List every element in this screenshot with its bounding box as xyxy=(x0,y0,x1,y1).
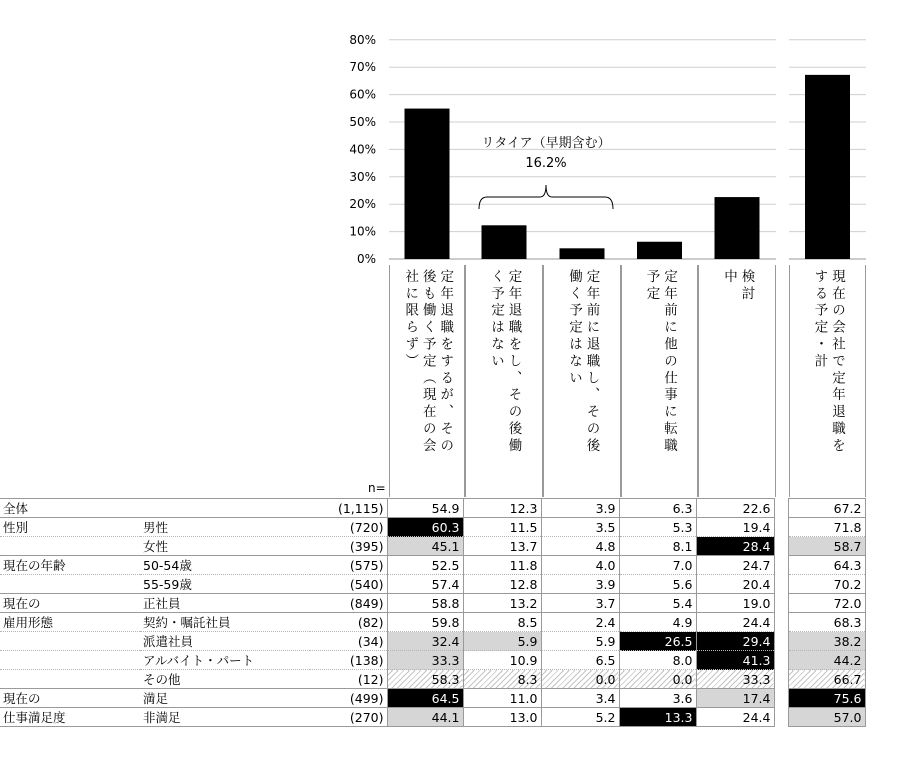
category-header xyxy=(789,265,866,497)
value-cell: 5.2 xyxy=(541,708,619,727)
value-cell: 19.4 xyxy=(696,518,774,537)
row-group-label xyxy=(0,670,140,689)
y-tick-label: 0% xyxy=(356,252,376,266)
value-cell: 12.3 xyxy=(463,499,541,518)
bar xyxy=(405,109,450,259)
value-cell: 11.5 xyxy=(463,518,541,537)
data-table xyxy=(0,498,866,727)
row-n: (1,115) xyxy=(310,499,387,518)
table-row xyxy=(0,556,865,575)
table-row xyxy=(0,499,865,518)
table-row xyxy=(0,575,865,594)
value-cell: 4.8 xyxy=(541,537,619,556)
y-tick-label: 80% xyxy=(349,32,376,47)
row-sub-label: 55-59歳 xyxy=(140,575,310,594)
value-cell: 7.0 xyxy=(619,556,696,575)
bar xyxy=(805,75,850,259)
value-cell: 3.9 xyxy=(541,499,619,518)
value-cell: 6.5 xyxy=(541,651,619,670)
value-cell: 13.2 xyxy=(463,594,541,613)
category-header-line: 予定 xyxy=(643,269,660,303)
category-header xyxy=(465,265,543,497)
value-cell: 3.9 xyxy=(541,575,619,594)
value-cell: 24.4 xyxy=(696,708,774,727)
gridlines xyxy=(389,40,866,259)
bar xyxy=(637,242,682,259)
table-row xyxy=(0,670,865,689)
row-group-label xyxy=(0,537,140,556)
value-cell: 8.5 xyxy=(463,613,541,632)
row-sub-label: 満足 xyxy=(140,689,310,708)
row-group-label xyxy=(0,632,140,651)
value-cell: 5.9 xyxy=(463,632,541,651)
value-cell: 3.4 xyxy=(541,689,619,708)
column-gap xyxy=(774,575,788,594)
category-header-line: 社に限らず） xyxy=(402,269,419,371)
y-tick-label: 10% xyxy=(349,224,376,239)
value-cell: 11.8 xyxy=(463,556,541,575)
value-cell: 8.1 xyxy=(619,537,696,556)
row-sub-label: 女性 xyxy=(140,537,310,556)
value-cell: 60.3 xyxy=(387,518,463,537)
row-sub-label: 派遣社員 xyxy=(140,632,310,651)
y-tick-label: 20% xyxy=(349,197,376,212)
column-gap xyxy=(774,670,788,689)
value-cell: 20.4 xyxy=(696,575,774,594)
value-cell: 3.6 xyxy=(619,689,696,708)
y-axis-ticks xyxy=(349,33,376,266)
row-sub-label: 非満足 xyxy=(140,708,310,727)
value-cell: 29.4 xyxy=(696,632,774,651)
value-cell: 3.5 xyxy=(541,518,619,537)
retire-annotation xyxy=(479,136,613,209)
row-group-label: 仕事満足度 xyxy=(0,708,140,727)
y-tick-label: 50% xyxy=(349,115,376,129)
value-cell: 44.1 xyxy=(387,708,463,727)
value-cell: 24.4 xyxy=(696,613,774,632)
row-n: (138) xyxy=(310,651,387,670)
table-row xyxy=(0,689,865,708)
table-row xyxy=(0,537,865,556)
value-cell: 17.4 xyxy=(696,689,774,708)
category-header-line: 定年前に他の仕事に転職 xyxy=(661,269,677,455)
column-gap xyxy=(774,556,788,575)
column-gap xyxy=(774,537,788,556)
row-n: (540) xyxy=(310,575,387,594)
value-cell: 4.0 xyxy=(541,556,619,575)
value-cell: 41.3 xyxy=(696,651,774,670)
value-cell: 58.7 xyxy=(788,537,865,556)
value-cell: 8.3 xyxy=(463,670,541,689)
value-cell: 6.3 xyxy=(619,499,696,518)
value-cell: 5.9 xyxy=(541,632,619,651)
column-gap xyxy=(774,499,788,518)
value-cell: 11.0 xyxy=(463,689,541,708)
value-cell: 5.3 xyxy=(619,518,696,537)
row-group-label: 全体 xyxy=(0,499,140,518)
column-gap xyxy=(774,594,788,613)
bar xyxy=(560,248,605,259)
category-header-line: する予定・計 xyxy=(811,269,828,371)
value-cell: 58.3 xyxy=(387,670,463,689)
category-header xyxy=(621,265,698,497)
row-group-label: 雇用形態 xyxy=(0,613,140,632)
column-gap xyxy=(774,518,788,537)
row-n: (82) xyxy=(310,613,387,632)
value-cell: 70.2 xyxy=(788,575,865,594)
value-cell: 57.0 xyxy=(788,708,865,727)
table-row xyxy=(0,632,865,651)
value-cell: 12.8 xyxy=(463,575,541,594)
y-tick-label: 30% xyxy=(349,169,376,184)
value-cell: 8.0 xyxy=(619,651,696,670)
row-n: (849) xyxy=(310,594,387,613)
category-header-line: 後も働く予定（現在の会 xyxy=(419,269,436,455)
table-row xyxy=(0,613,865,632)
bar xyxy=(482,225,527,259)
row-n: (34) xyxy=(310,632,387,651)
row-group-label: 性別 xyxy=(0,518,140,537)
annotation-value: 16.2% xyxy=(525,156,567,171)
value-cell: 52.5 xyxy=(387,556,463,575)
row-sub-label: アルバイト・パート xyxy=(140,651,310,670)
value-cell: 71.8 xyxy=(788,518,865,537)
value-cell: 57.4 xyxy=(387,575,463,594)
row-n: (395) xyxy=(310,537,387,556)
category-header-line: 定年退職をするが、その xyxy=(437,269,454,455)
category-header-line: 定年前に退職し、その後 xyxy=(583,269,600,455)
table-row xyxy=(0,518,865,537)
bar-chart xyxy=(0,0,897,268)
table-row xyxy=(0,708,865,727)
value-cell: 13.7 xyxy=(463,537,541,556)
row-n: (720) xyxy=(310,518,387,537)
row-group-label xyxy=(0,575,140,594)
column-gap xyxy=(774,689,788,708)
row-group-label: 現在の xyxy=(0,594,140,613)
value-cell: 10.9 xyxy=(463,651,541,670)
value-cell: 2.4 xyxy=(541,613,619,632)
value-cell: 66.7 xyxy=(788,670,865,689)
n-label: n= xyxy=(368,481,386,495)
category-header-line: 中 xyxy=(721,269,737,286)
value-cell: 38.2 xyxy=(788,632,865,651)
category-header-line: 働く予定はない xyxy=(566,269,582,388)
column-gap xyxy=(774,708,788,727)
value-cell: 26.5 xyxy=(619,632,696,651)
value-cell: 22.6 xyxy=(696,499,774,518)
value-cell: 19.0 xyxy=(696,594,774,613)
brace xyxy=(479,185,613,209)
column-gap xyxy=(774,632,788,651)
value-cell: 5.6 xyxy=(619,575,696,594)
column-gap xyxy=(774,613,788,632)
value-cell: 64.3 xyxy=(788,556,865,575)
row-group-label xyxy=(0,651,140,670)
row-group-label: 現在の年齢 xyxy=(0,556,140,575)
value-cell: 68.3 xyxy=(788,613,865,632)
category-header-line: 現在の会社で定年退職を xyxy=(829,269,845,455)
value-cell: 33.3 xyxy=(387,651,463,670)
category-header xyxy=(698,265,776,497)
value-cell: 32.4 xyxy=(387,632,463,651)
value-cell: 59.8 xyxy=(387,613,463,632)
value-cell: 44.2 xyxy=(788,651,865,670)
row-n: (575) xyxy=(310,556,387,575)
y-tick-label: 40% xyxy=(349,142,376,157)
category-header-line: 定年退職をし、その後働 xyxy=(505,269,522,455)
row-sub-label: 50-54歳 xyxy=(140,556,310,575)
row-n: (12) xyxy=(310,670,387,689)
row-sub-label: 正社員 xyxy=(140,594,310,613)
category-header-line: く予定はない xyxy=(488,269,504,371)
value-cell: 4.9 xyxy=(619,613,696,632)
value-cell: 13.3 xyxy=(619,708,696,727)
row-sub-label xyxy=(140,499,310,518)
row-sub-label: その他 xyxy=(140,670,310,689)
value-cell: 72.0 xyxy=(788,594,865,613)
value-cell: 0.0 xyxy=(541,670,619,689)
value-cell: 3.7 xyxy=(541,594,619,613)
row-sub-label: 男性 xyxy=(140,518,310,537)
column-gap xyxy=(774,651,788,670)
value-cell: 45.1 xyxy=(387,537,463,556)
bar xyxy=(715,197,760,259)
value-cell: 64.5 xyxy=(387,689,463,708)
table-row xyxy=(0,651,865,670)
value-cell: 24.7 xyxy=(696,556,774,575)
row-sub-label: 契約・嘱託社員 xyxy=(140,613,310,632)
value-cell: 58.8 xyxy=(387,594,463,613)
category-header-line: 検討 xyxy=(738,269,755,303)
value-cell: 75.6 xyxy=(788,689,865,708)
row-n: (270) xyxy=(310,708,387,727)
y-tick-label: 60% xyxy=(349,87,376,102)
annotation-label: リタイア（早期含む） xyxy=(481,136,611,151)
value-cell: 54.9 xyxy=(387,499,463,518)
category-header xyxy=(389,265,465,497)
value-cell: 67.2 xyxy=(788,499,865,518)
value-cell: 13.0 xyxy=(463,708,541,727)
value-cell: 0.0 xyxy=(619,670,696,689)
table-row xyxy=(0,594,865,613)
row-group-label: 現在の xyxy=(0,689,140,708)
row-n: (499) xyxy=(310,689,387,708)
value-cell: 28.4 xyxy=(696,537,774,556)
value-cell: 5.4 xyxy=(619,594,696,613)
category-header xyxy=(543,265,621,497)
value-cell: 33.3 xyxy=(696,670,774,689)
y-tick-label: 70% xyxy=(349,60,376,75)
